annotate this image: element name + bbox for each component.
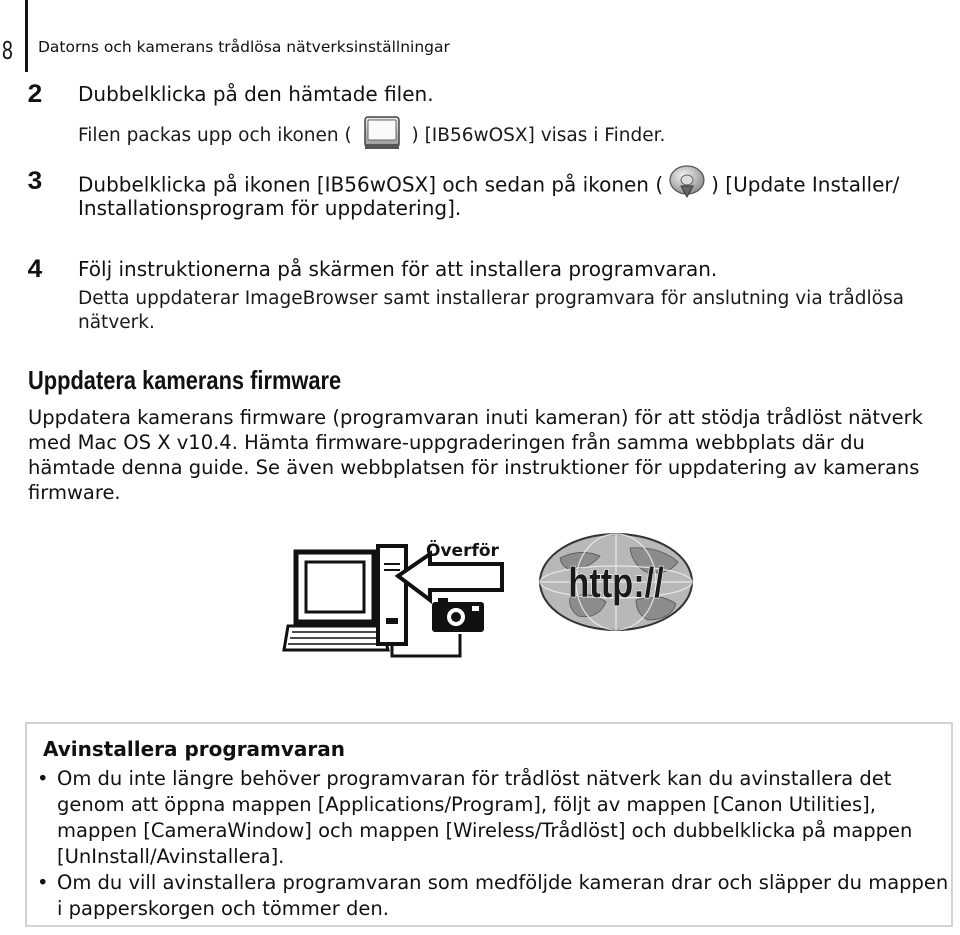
section-line: hämtade denna guide. Se även webbplatsen för instruktioner för uppdatering av kamerans [28, 456, 920, 479]
computer-icon [284, 546, 406, 650]
bullet-marker: • [37, 767, 49, 790]
bullet-line: i papperskorgen och tömmer den. [57, 897, 389, 920]
detail-line-2: nätverk. [78, 312, 155, 333]
bullet-line: Om du inte längre behöver programvaran för trådlöst nätverk kan du avinstallera det [57, 767, 892, 790]
section-title: Uppdatera kamerans firmware [28, 365, 342, 395]
update-installer-icon [665, 164, 709, 200]
step-text-before-icon: Dubbelklicka på ikonen [IB56wOSX] och sedan på ikonen ( [78, 172, 664, 197]
section-line: Uppdatera kamerans firmware (programvaran inuti kameran) för att stödja trådlöst nätverk [28, 406, 923, 429]
detail-text-after: ) [IB56wOSX] visas i Finder. [411, 125, 666, 146]
detail-text-before: Filen packas upp och ikonen ( [78, 125, 352, 146]
disk-image-icon [361, 115, 403, 151]
section-body [28, 405, 948, 505]
step-line-2: Installationsprogram för uppdatering]. [78, 196, 462, 220]
bullet-line: genom att öppna mappen [Applications/Program], följt av mappen [Canon Utilities], [57, 793, 876, 816]
page-number: 8 [2, 35, 13, 65]
uninstall-note-box [25, 722, 953, 927]
step-2-detail [78, 118, 665, 154]
step-text [78, 168, 899, 222]
step-4-detail [78, 287, 904, 335]
transfer-label: Överför [426, 541, 499, 561]
note-title: Avinstallera programvaran [43, 737, 346, 761]
step-main-text: Följ instruktionerna på skärmen för att installera programvaran. [78, 257, 718, 281]
diagram-svg [280, 528, 700, 678]
bullet-line: mappen [CameraWindow] och mappen [Wireless/Trådlöst] och dubbelklicka på mappen [57, 819, 913, 842]
detail-line-1: Detta uppdaterar ImageBrowser samt installerar programvara för anslutning via trådlösa [78, 288, 904, 309]
bullet-line: Om du vill avinstallera programvaran som medföljde kameran drar och släpper du mappen [57, 871, 949, 894]
bullet-line: [UnInstall/Avinstallera]. [57, 845, 285, 868]
firmware-transfer-diagram [280, 528, 700, 678]
step-text [78, 81, 434, 108]
section-line: firmware. [28, 481, 121, 504]
bullet-text [57, 870, 948, 922]
step-number: 4 [27, 255, 43, 283]
globe-icon [540, 534, 692, 630]
web-label: http:// [568, 559, 664, 607]
step-number: 3 [27, 167, 43, 195]
bullet-text [57, 766, 912, 870]
bullet-marker: • [37, 871, 49, 894]
step-main-text: Dubbelklicka på den hämtade filen. [78, 82, 434, 106]
step-line-1 [78, 168, 899, 195]
running-head: Datorns och kamerans trådlösa nätverksinställningar [38, 38, 450, 56]
step-text-after-icon: ) [Update Installer/ [711, 172, 900, 197]
section-line: med Mac OS X v10.4. Hämta firmware-uppgraderingen från samma webbplats där du [28, 431, 865, 454]
step-number: 2 [27, 80, 43, 108]
step-text [78, 256, 717, 283]
header-divider [25, 0, 28, 72]
camera-icon [432, 598, 484, 632]
